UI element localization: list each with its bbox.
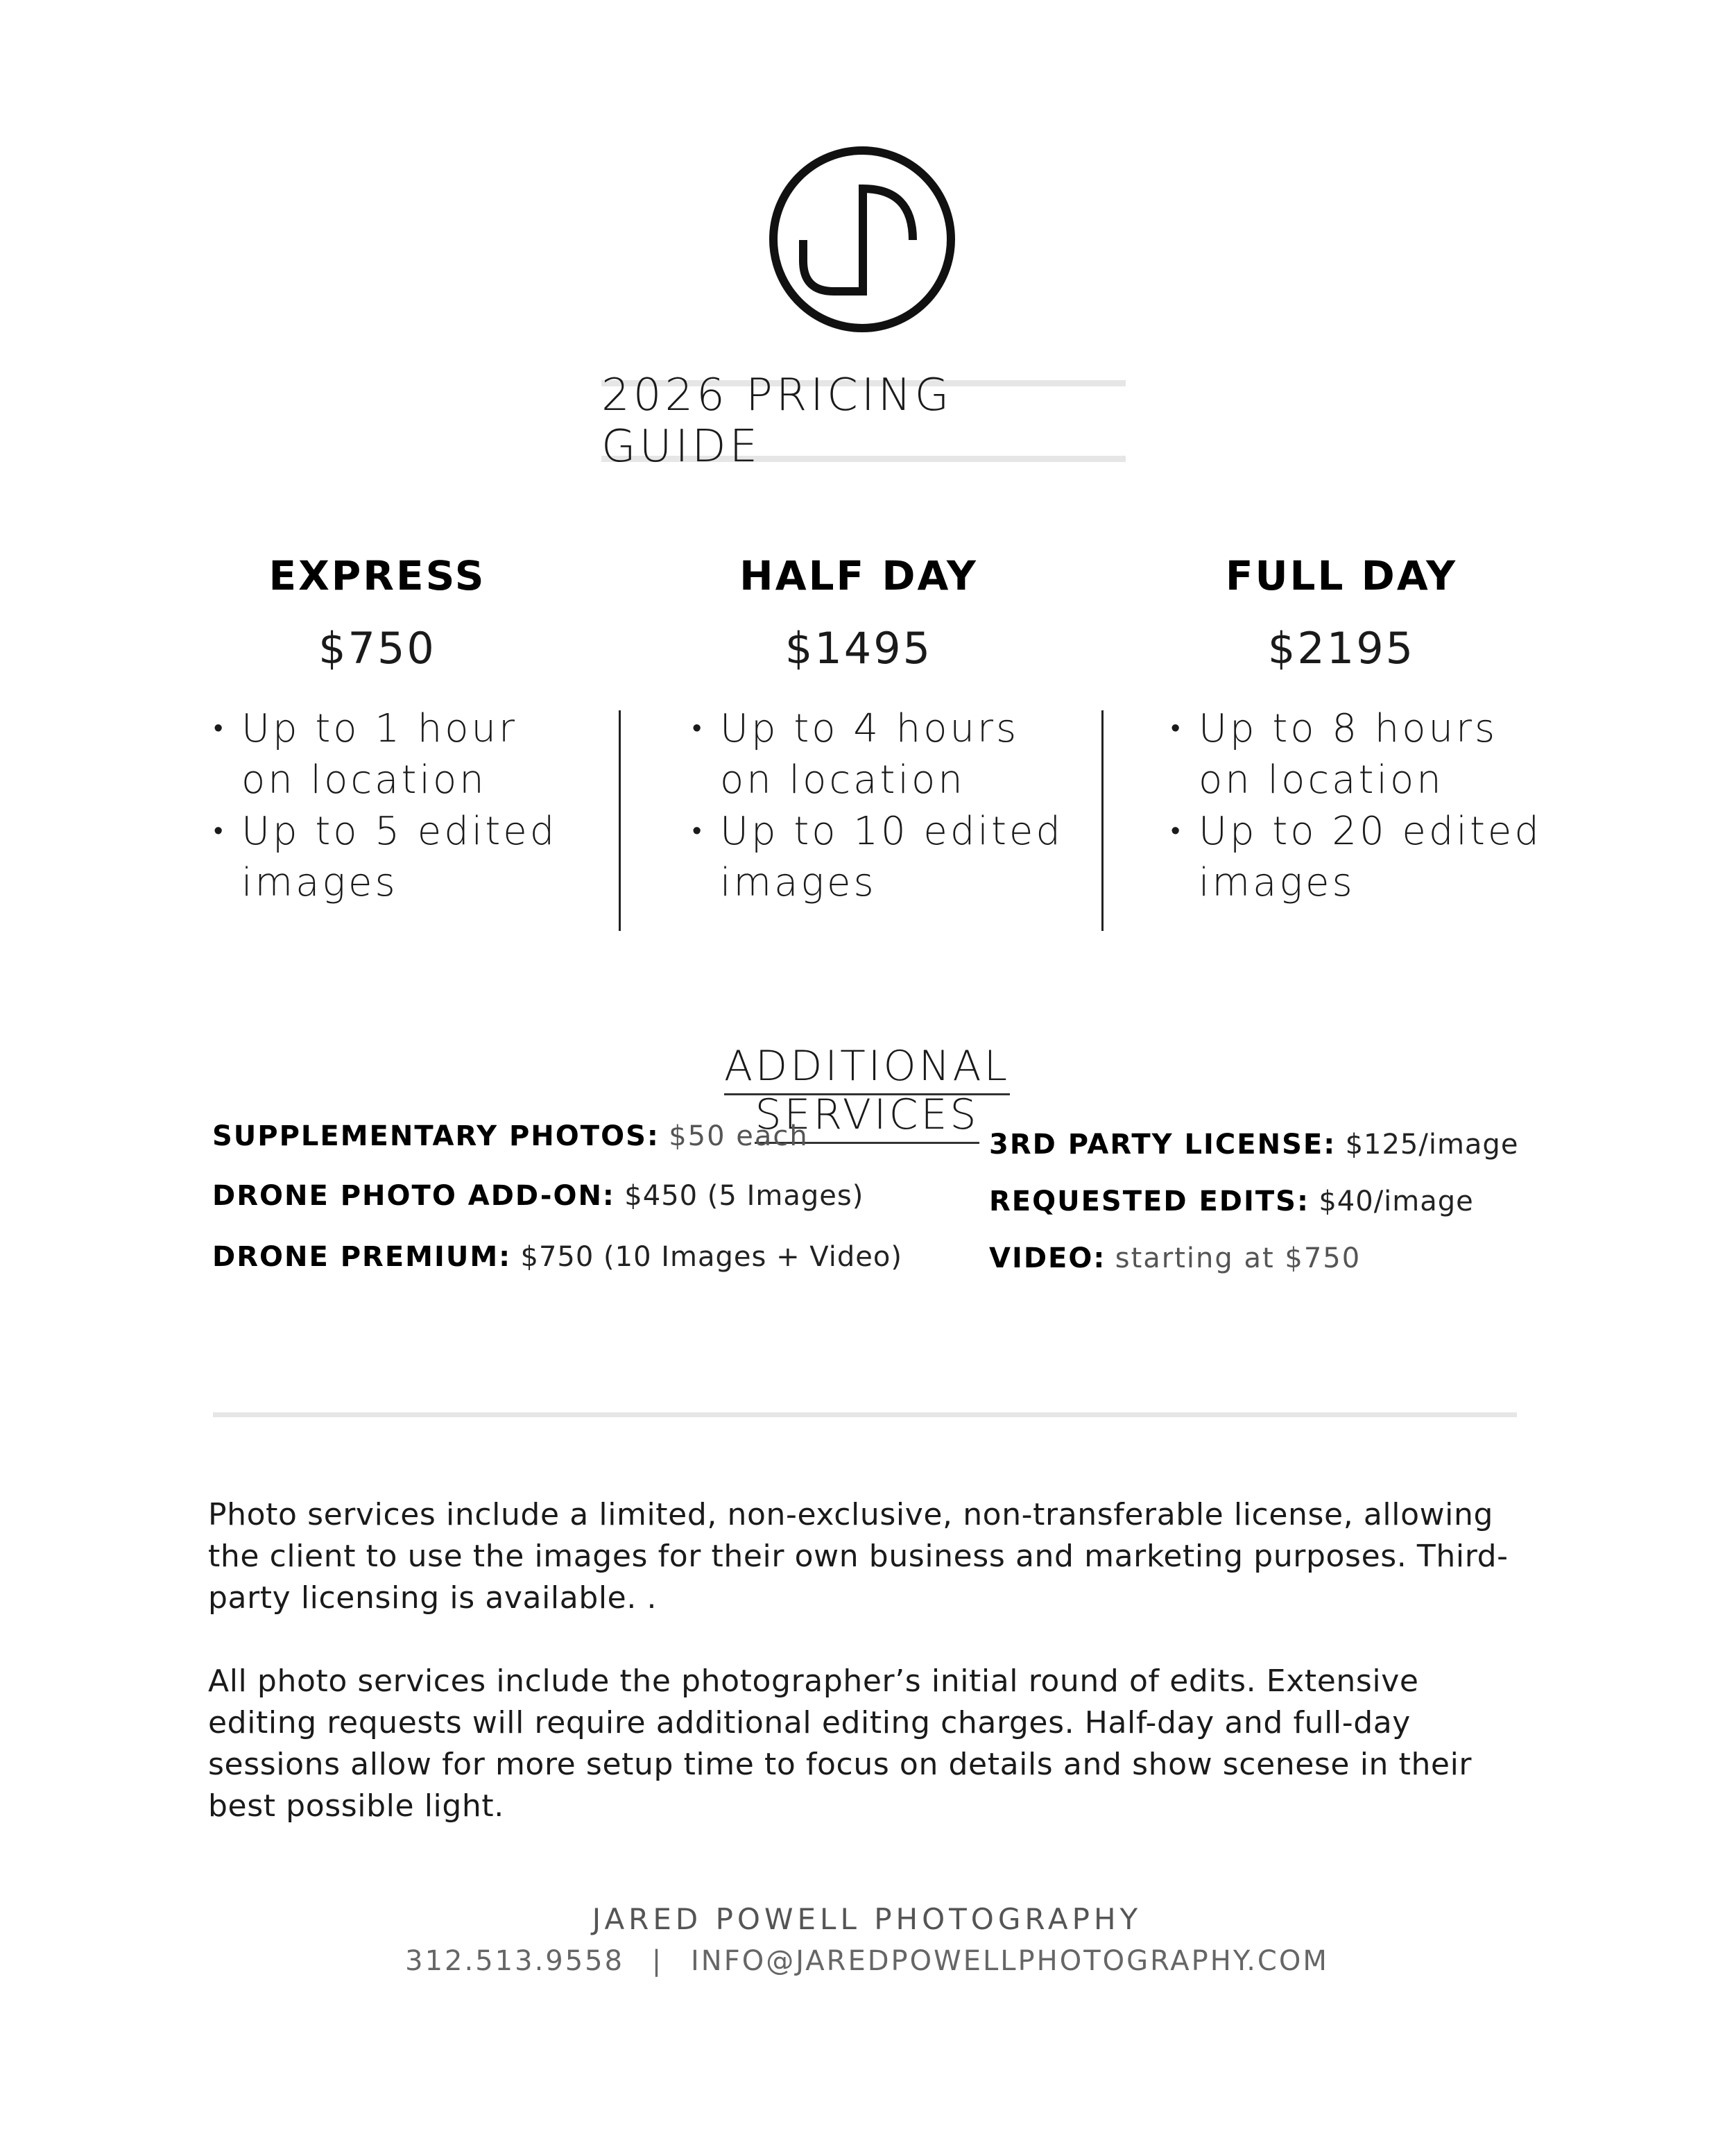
package-name: FULL DAY (1225, 552, 1458, 599)
package-price: $2195 (1267, 623, 1416, 674)
section-divider (213, 1412, 1517, 1417)
package-name: HALF DAY (739, 552, 978, 599)
service-label: SUPPLEMENTARY PHOTOS: (212, 1120, 660, 1152)
service-video (989, 1240, 1361, 1274)
service-requested-edits (989, 1183, 1474, 1217)
feature-item: • Up to 1 hour on location (211, 703, 585, 806)
feature-item: • Up to 8 hours on location (1168, 703, 1550, 806)
license-paragraph: Photo services include a limited, non-exclusive, non-transferable license, allowing the client to use the images for their own business and marketing purposes. Third-party licensing is available. . (208, 1497, 1509, 1616)
package-name: EXPRESS (268, 552, 486, 599)
feature-item: • Up to 10 edited images (689, 806, 1067, 909)
service-drone-premium (212, 1239, 902, 1273)
service-supplementary-photos (212, 1118, 809, 1152)
package-express (169, 548, 585, 909)
service-value: $450 (5 Images) (624, 1180, 864, 1212)
service-value: $750 (10 Images + Video) (520, 1241, 902, 1273)
service-label: VIDEO: (989, 1242, 1106, 1274)
package-half-day (651, 548, 1067, 909)
service-value: $40/image (1319, 1186, 1474, 1217)
service-label: DRONE PREMIUM: (212, 1241, 512, 1273)
package-full-day (1133, 548, 1550, 909)
package-price: $750 (318, 623, 436, 674)
company-name: JARED POWELL PHOTOGRAPHY (592, 1902, 1142, 1936)
service-value: starting at $750 (1115, 1242, 1362, 1274)
editing-paragraph: All photo services include the photographer’s initial round of edits. Extensive editing requests will require additional editing charges. Half-day and full-day sessions allow for more setup time to focus on details and show scenese in their best possible light. (208, 1663, 1473, 1824)
contact-separator: | (651, 1945, 664, 1977)
contact-line (0, 1945, 1734, 1977)
service-3rd-party-license (989, 1127, 1518, 1161)
package-features (211, 703, 585, 909)
service-value: $50 each (669, 1120, 809, 1152)
email-link[interactable]: INFO@JAREDPOWELLPHOTOGRAPHY.COM (691, 1945, 1329, 1977)
phone-number: 312.513.9558 (405, 1945, 625, 1977)
service-label: 3RD PARTY LICENSE: (989, 1129, 1337, 1161)
package-features (1168, 703, 1550, 909)
page-title: 2026 PRICING GUIDE (601, 380, 1126, 462)
service-label: DRONE PHOTO ADD-ON: (212, 1180, 615, 1212)
additional-services-title: ADDITIONAL SERVICES (724, 1042, 1010, 1144)
package-price: $1495 (784, 623, 933, 674)
column-divider (1101, 710, 1104, 931)
service-value: $125/image (1345, 1129, 1519, 1161)
column-divider (619, 710, 621, 931)
service-label: REQUESTED EDITS: (989, 1186, 1310, 1217)
package-features (689, 703, 1067, 909)
jp-monogram-logo (767, 144, 957, 334)
service-drone-photo-add-on (212, 1178, 864, 1212)
feature-item: • Up to 5 edited images (211, 806, 585, 909)
feature-item: • Up to 4 hours on location (689, 703, 1067, 806)
feature-item: • Up to 20 edited images (1168, 806, 1550, 909)
